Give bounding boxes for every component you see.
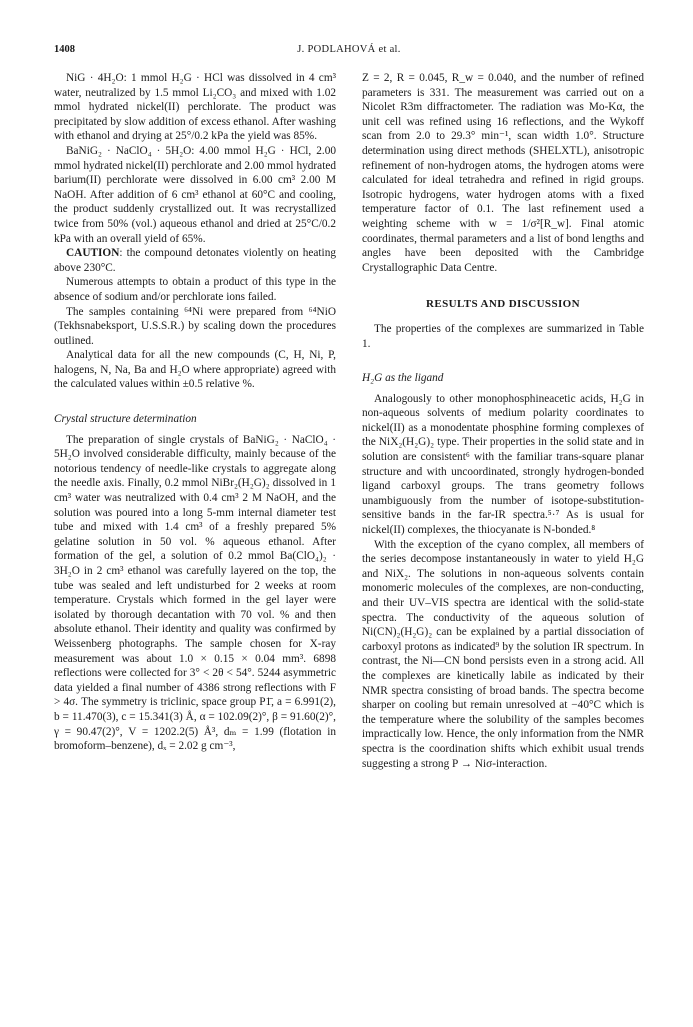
page-header bbox=[54, 44, 644, 60]
section-title-results: RESULTS AND DISCUSSION bbox=[426, 298, 580, 311]
caution-label: CAUTION bbox=[66, 247, 120, 260]
page-number: 1408 bbox=[54, 44, 75, 55]
paragraph-ligand-coordination: Analogously to other monophosphineacetic acids, H₂G in non-aqueous solvents of medium polarity coordinates to nickel(II) as a monodentate phosphine forming complexes of the NiX₂(H₂G)₂ type. Their properties in the solid state and in solution are consistent⁶ with the familiar trans-square planar structure and with uncoordinated, strongly hydrogen-bonded ligand carboxyl groups. The trans geometry follows unambiguously from the number of isotope-substitution-sensitive bands in the far-IR spectra.⁵·⁷ As is usual for nickel(II) complexes, the thiocyanate is N-bonded.⁸ bbox=[362, 392, 644, 537]
right-column bbox=[362, 71, 644, 771]
paragraph-ni64-samples: The samples containing ⁶⁴Ni were prepared from ⁶⁴NiO (Tekhsnabeksport, U.S.S.R.) by scaling down the procedures outlined. bbox=[54, 305, 336, 347]
paragraph-results-intro: The properties of the complexes are summarized in Table 1. bbox=[362, 322, 644, 350]
caution-text: : the compound detonates violently on heating above 230°C. bbox=[54, 247, 336, 274]
section-title-crystal-structure: Crystal structure determination bbox=[54, 413, 197, 426]
section-title-ligand: H₂G as the ligand bbox=[362, 372, 444, 385]
paragraph-crystal-preparation: The preparation of single crystals of BaNiG₂ · NaClO₄ · 5H₂O involved considerable difficulty, mainly because of the notorious tendency of needle-like crystals to aggregate along the needle axis. Finally, 0.2 mmol NiBr₂(H₂G)₂ dissolved in 1 cm³ water was neutralized with 0.4 cm³ 2 M NaOH, and the solution was poured into a long 5-mm internal diameter test tube and mixed with 1.4 cm³ of a freshly prepared 5% gelatine solution in 50 vol. % aqueous ethanol. After formation of the gel, a solution of 0.2 mmol Ba(ClO₄)₂ · 3H₂O in 2 cm³ ethanol was carefully layered on the top, the tube was sealed and left undisturbed for 2 weeks at room temperature. Crystals which formed in the gel layer were isolated by thorough decantation with 70 vol. % and then absolute ethanol. Their identity and quality was confirmed by Weissenberg photographs. The sample chosen for X-ray measurement was about 1.0 × 0.15 × 0.04 mm³. 6898 reflections were collected for 3° < 2θ < 54°. 5244 asymmetric data yielded a final number of 4386 strong reflections with F > 4σ. The symmetry is triclinic, space group P1̄, a = 6.991(2), b = 11.470(3), c = 15.341(3) Å, α = 102.09(2)°, β = 91.60(2)°, γ = 90.47(2)°, V = 1202.2(5) Å³, dₘ = 1.99 (flotation in bromoform–benzene), dₓ = 2.02 g cm⁻³, bbox=[54, 433, 336, 753]
paragraph-cyano-exception: With the exception of the cyano complex, all members of the series decompose instantaneously in water to yield H₂G and NiX₂. The solutions in non-aqueous solvents contain monomeric molecules of the complexes, are non-conducting, and their UV–VIS spectra are identical with the solid-state spectra. The conductivity of the aqueous solution of Ni(CN)₂(H₂G)₂ can be explained by a partial dissociation of carboxyl protons as indicated⁹ by the solution IR spectrum. In contrast, the Ni—CN bond persists even in a strong acid. All the complexes are kinetically labile as indicated by their NMR spectra consisting of broad bands. The spectra become sharper on cooling but remain unresolved at −40°C which is the temperature where the solubility of the samples becomes impractically low. Hence, the only information from the NMR spectra is the coordination shifts which exhibit usual trends suggesting a strong P → Niσ-interaction. bbox=[362, 538, 644, 770]
paragraph-attempts: Numerous attempts to obtain a product of this type in the absence of sodium and/or perchlorate ions failed. bbox=[54, 276, 336, 303]
left-column bbox=[54, 71, 336, 754]
paragraph-analytical-data: Analytical data for all the new compounds (C, H, Ni, P, halogens, N, Na, Ba and H₂O where appropriate) agreed with the calculated values within ±0.5 relative %. bbox=[54, 349, 336, 391]
paragraph-banig-synthesis: BaNiG₂ · NaClO₄ · 5H₂O: 4.00 mmol H₂G · HCl, 2.00 mmol hydrated nickel(II) perchlorate and 2.00 mmol hydrated barium(II) perchlorate were dissolved in 6.00 cm³ 2.00 M NaOH. After addition of 6 cm³ ethanol at 60°C and cooling, the product suddenly crystallized out. It was recrystallized twice from 50% (vol.) aqueous ethanol and dried at 25°C/0.2 kPa with an overall yield of 65%. bbox=[54, 144, 336, 245]
paragraph-caution bbox=[54, 246, 336, 275]
paragraph-nig-synthesis: NiG · 4H₂O: 1 mmol H₂G · HCl was dissolved in 4 cm³ water, neutralized by 1.5 mmol Li₂CO₃ and mixed with 1.02 mmol hydrated nickel(II) perchlorate. The product was precipitated by slow addition of excess ethanol. After washing with ethanol and drying at 25°/0.2 kPa the yield was 85%. bbox=[54, 72, 336, 143]
paragraph-refinement: Z = 2, R = 0.045, R_w = 0.040, and the number of refined parameters is 331. The measurement was carried out on a Nicolet R3m diffractometer. The radiation was Mo-Kα, the unit cell was refined using 16 reflections, and the Wykoff scan from 2.0 to 29.3° min⁻¹, scan width 1.0°. Structure determination using direct methods (SHELXTL), anisotropic refinement of non-hydrogen atoms, the hydrogen atoms were calculated for ideal tetrahedra and refined in rigid groups. Isotropic hydrogens, water hydrogen atoms with a fixed temperature factor of 0.1. The last refinement used a weighting scheme with w = 1/σ²[R_w]. Final atomic coordinates, thermal parameters and a list of bond lengths and angles have been deposited with the Cambridge Crystallographic Data Centre. bbox=[362, 72, 644, 274]
running-head: J. PODLAHOVÁ et al. bbox=[297, 44, 401, 55]
